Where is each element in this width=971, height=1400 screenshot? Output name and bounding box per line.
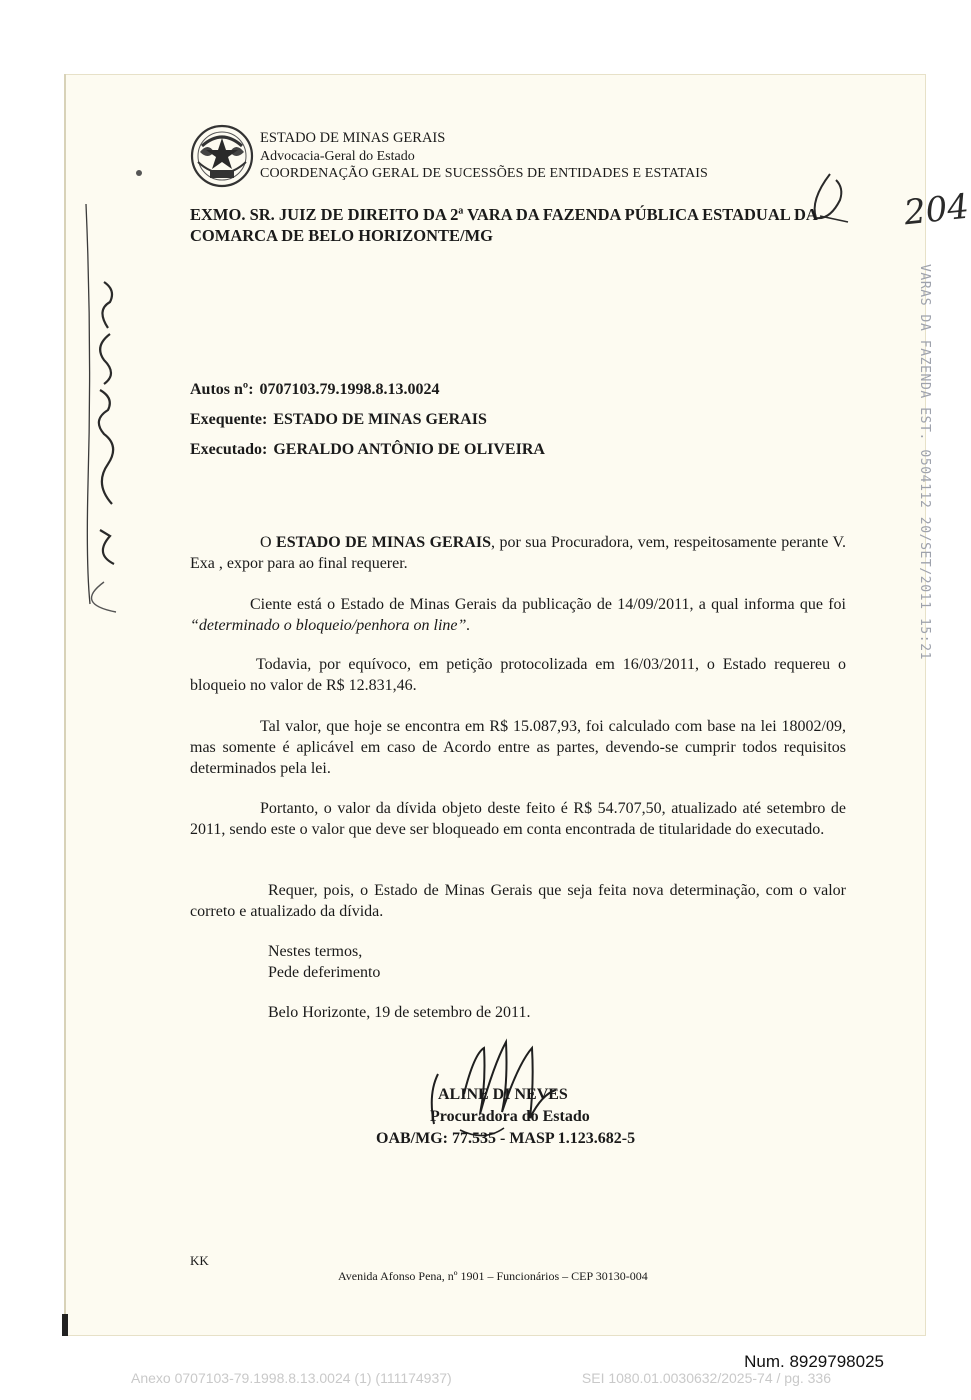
paragraph-publication — [190, 594, 846, 636]
paragraph-value-explanation: Tal valor, que hoje se encontra em R$ 15.087,93, foi calculado com base na lei 18002/09, mas somente é aplicável em caso de Acordo entre as partes, devendo-se cumprir todos requisitos determinados pela lei. — [190, 718, 846, 777]
paragraph-request: Requer, pois, o Estado de Minas Gerais que seja feita nova determinação, com o valor correto e atualizado da dívida. — [190, 882, 846, 920]
case-exequente-value: ESTADO DE MINAS GERAIS — [273, 411, 487, 428]
closing-line-2: Pede deferimento — [268, 964, 381, 981]
scanned-page — [64, 74, 971, 1336]
paragraph-intro-rest: , por sua Procuradora, vem, respeitosamente perante V. Exa , expor para ao final requerer. — [190, 534, 846, 572]
annex-reference: Anexo 0707103-79.1998.8.13.0024 (1) (111174937) — [131, 1370, 452, 1386]
addressee: EXMO. SR. JUIZ DE DIREITO DA 2ª VARA DA FAZENDA PÚBLICA ESTADUAL DA COMARCA DE BELO HORIZONTE/MG — [190, 205, 817, 245]
case-exequente-label: Exequente: — [190, 411, 268, 428]
letterhead-state: ESTADO DE MINAS GERAIS — [260, 130, 446, 146]
case-executado-value: GERALDO ANTÔNIO DE OLIVEIRA — [273, 441, 545, 458]
case-executado — [190, 441, 545, 459]
signatory-role: Procuradora do Estado — [430, 1108, 590, 1125]
handwritten-page-number: 204 — [902, 186, 971, 234]
paragraph-publication-text: Ciente está o Estado de Minas Gerais da publicação de 14/09/2011, a qual informa que foi — [250, 596, 846, 613]
paragraph-correct-value: Portanto, o valor da dívida objeto deste feito é R$ 54.707,50, atualizado até setembro de 2011, sendo este o valor que deve ser bloqueado em conta encontrada de titularidade do executado. — [190, 800, 846, 838]
margin-handwriting — [64, 184, 124, 614]
paragraph-mistake: Todavia, por equívoco, em petição protocolizada em 16/03/2011, o Estado requereu o bloqueio no valor de R$ 12.831,46. — [190, 656, 846, 694]
paragraph-publication-quote: “determinado o bloqueio/penhora on line”. — [190, 617, 471, 634]
case-autos-value: 0707103.79.1998.8.13.0024 — [259, 381, 440, 398]
footer-address: Avenida Afonso Pena, nº 1901 – Funcionários – CEP 30130-004 — [338, 1269, 648, 1283]
coat-of-arms-icon — [188, 122, 256, 190]
document-number: Num. 8929798025 — [744, 1352, 884, 1371]
case-autos-label: Autos nº: — [190, 381, 254, 398]
typist-initials: KK — [190, 1253, 209, 1268]
place-and-date: Belo Horizonte, 19 de setembro de 2011. — [268, 1004, 531, 1021]
closing-line-1: Nestes termos, — [268, 943, 363, 960]
case-executado-label: Executado: — [190, 441, 268, 458]
signatory-registration: OAB/MG: 77.535 - MASP 1.123.682-5 — [376, 1130, 636, 1147]
letterhead-agency: Advocacia-Geral do Estado — [260, 149, 415, 164]
court-received-stamp: VARAS DA FAZENDA EST. 0504112 20/SET/2011 15:21 — [917, 264, 932, 661]
signatory-name: ALINE DI NEVES — [438, 1086, 568, 1103]
paragraph-intro-bold: ESTADO DE MINAS GERAIS — [276, 534, 491, 551]
scan-dot — [136, 170, 142, 176]
paragraph-intro — [190, 532, 846, 574]
case-autos — [190, 381, 440, 399]
paragraph-intro-lead: O — [260, 534, 277, 551]
case-exequente — [190, 411, 487, 429]
scan-edge-mark — [62, 1314, 68, 1336]
annex-reference-line — [131, 1370, 831, 1386]
sei-page-reference: SEI 1080.01.0030632/2025-74 / pg. 336 — [581, 1370, 831, 1386]
letterhead-department: COORDENAÇÃO GERAL DE SUCESSÕES DE ENTIDADES E ESTATAIS — [260, 166, 708, 181]
